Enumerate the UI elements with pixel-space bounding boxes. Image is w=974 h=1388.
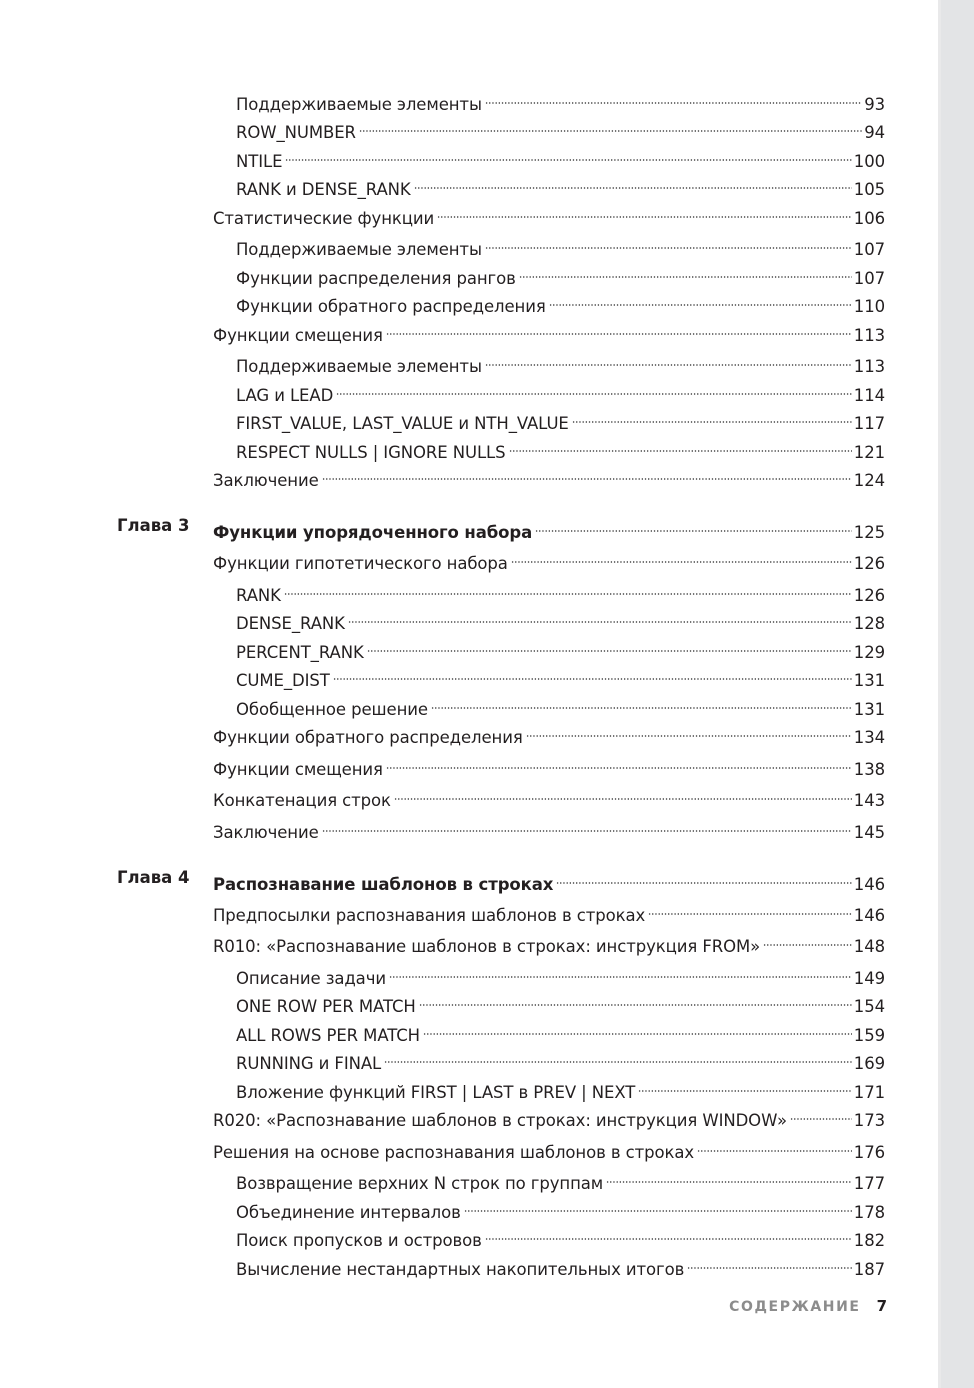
toc-entry-page: 117	[853, 414, 885, 433]
toc-chapter-page: 146	[853, 875, 885, 894]
toc-entry-page: 169	[853, 1054, 885, 1073]
dot-leader	[384, 1045, 852, 1069]
dot-leader	[419, 988, 852, 1012]
dot-leader	[485, 231, 852, 255]
chapter-label: Глава 3	[117, 516, 190, 535]
toc-section[interactable]	[213, 897, 885, 925]
toc-section-page: 134	[853, 728, 885, 747]
page-footer	[729, 1294, 887, 1318]
toc-section[interactable]	[213, 200, 885, 228]
toc-entry-title: RANK и DENSE_RANK	[236, 180, 411, 199]
toc-entry[interactable]	[236, 1045, 885, 1073]
toc-chapter-title: Распознавание шаблонов в строках	[213, 875, 554, 894]
toc-section-page: 106	[853, 209, 885, 228]
toc-entry-page: 159	[853, 1026, 885, 1045]
dot-leader	[509, 434, 852, 458]
dot-leader	[485, 1222, 852, 1246]
toc-section-title: Предпосылки распознавания шаблонов в строках	[213, 906, 646, 925]
toc-entry-title: Объединение интервалов	[236, 1203, 461, 1222]
toc-entry-page: 107	[853, 269, 885, 288]
toc-entry-title: Функции распределения рангов	[236, 269, 516, 288]
dot-leader	[519, 260, 852, 284]
toc-entry[interactable]	[236, 605, 885, 633]
toc-section[interactable]	[213, 462, 885, 490]
toc-section-title: Решения на основе распознавания шаблонов в строках	[213, 1143, 695, 1162]
toc-entry-page: 94	[864, 123, 885, 142]
toc-section[interactable]	[213, 317, 885, 345]
toc-entry-title: RESPECT NULLS | IGNORE NULLS	[236, 443, 506, 462]
toc-entry[interactable]	[236, 348, 885, 376]
toc-entry-title: Вычисление нестандартных накопительных итогов	[236, 1260, 685, 1279]
toc-entry-title: LAG и LEAD	[236, 386, 334, 405]
toc-entry-title: ONE ROW PER MATCH	[236, 997, 416, 1016]
toc-entry[interactable]	[236, 634, 885, 662]
toc-entry-page: 114	[853, 386, 885, 405]
toc-section-page: 124	[853, 471, 885, 490]
toc-chapter[interactable]	[213, 514, 885, 542]
dot-leader	[394, 782, 852, 806]
toc-entry-page: 107	[853, 240, 885, 259]
toc-chapter-page: 125	[853, 523, 885, 542]
toc-entry-page: 110	[853, 297, 885, 316]
dot-leader	[526, 719, 852, 743]
toc-entry-page: 177	[853, 1174, 885, 1193]
toc-entry-title: Описание задачи	[236, 969, 386, 988]
toc-entry-title: Поиск пропусков и островов	[236, 1231, 482, 1250]
dot-leader	[437, 200, 852, 224]
dot-leader	[763, 928, 852, 952]
dot-leader	[648, 897, 852, 921]
toc-entry-page: 149	[853, 969, 885, 988]
toc-chapter-title: Функции упорядоченного набора	[213, 523, 533, 542]
dot-leader	[423, 1017, 852, 1041]
toc-entry-page: 187	[853, 1260, 885, 1279]
dot-leader	[431, 691, 852, 715]
toc-entry-page: 128	[853, 614, 885, 633]
toc-section-page: 113	[853, 326, 885, 345]
toc-entry-page: 182	[853, 1231, 885, 1250]
toc-entry[interactable]	[236, 1017, 885, 1045]
toc-entry-page: 100	[853, 152, 885, 171]
toc-entry-page: 113	[853, 357, 885, 376]
toc-entry-page: 178	[853, 1203, 885, 1222]
dot-leader	[485, 348, 852, 372]
dot-leader	[333, 662, 852, 686]
toc-section-page: 146	[853, 906, 885, 925]
toc-entry-title: PERCENT_RANK	[236, 643, 364, 662]
toc-entry-page: 126	[853, 586, 885, 605]
toc-entry-title: Поддерживаемые элементы	[236, 240, 482, 259]
toc-section-title: Функции смещения	[213, 760, 383, 779]
toc-entry[interactable]	[236, 434, 885, 462]
toc-entry-page: 105	[853, 180, 885, 199]
toc-entry[interactable]	[236, 260, 885, 288]
toc-section-title: Конкатенация строк	[213, 791, 391, 810]
toc-entry-title: NTILE	[236, 152, 283, 171]
dot-leader	[464, 1194, 852, 1218]
toc-entry-title: Поддерживаемые элементы	[236, 357, 482, 376]
toc-entry-title: Обобщенное решение	[236, 700, 428, 719]
dot-leader	[336, 377, 852, 401]
dot-leader	[485, 86, 862, 110]
toc-section[interactable]	[213, 751, 885, 779]
toc-section[interactable]	[213, 1102, 885, 1130]
toc-section[interactable]	[213, 1134, 885, 1162]
toc-section-page: 145	[853, 823, 885, 842]
dot-leader	[284, 577, 852, 601]
toc-entry[interactable]	[236, 960, 885, 988]
toc-entry[interactable]	[236, 691, 885, 719]
toc-entry-title: CUME_DIST	[236, 671, 330, 690]
toc-entry-title: ALL ROWS PER MATCH	[236, 1026, 420, 1045]
toc-entry[interactable]	[236, 662, 885, 690]
dot-leader	[359, 114, 862, 138]
toc-entry-page: 129	[853, 643, 885, 662]
toc-entry[interactable]	[236, 171, 885, 199]
toc-entry[interactable]	[236, 143, 885, 171]
toc-entry[interactable]	[236, 288, 885, 316]
chapter-label: Глава 4	[117, 868, 190, 887]
dot-leader	[790, 1102, 852, 1126]
toc-entry-title: Возвращение верхних N строк по группам	[236, 1174, 604, 1193]
toc-entry[interactable]	[236, 114, 885, 142]
toc-section-page: 143	[853, 791, 885, 810]
dot-leader	[556, 866, 851, 890]
dot-leader	[549, 288, 852, 312]
dot-leader	[414, 171, 852, 195]
toc-entry-title: Поддерживаемые элементы	[236, 95, 482, 114]
toc-section-title: Функции гипотетического набора	[213, 554, 508, 573]
dot-leader	[687, 1251, 852, 1275]
toc-entry-title: FIRST_VALUE, LAST_VALUE и NTH_VALUE	[236, 414, 569, 433]
running-title: СОДЕРЖАНИЕ	[729, 1299, 861, 1315]
dot-leader	[638, 1074, 852, 1098]
toc-entry-page: 131	[853, 700, 885, 719]
toc-entry[interactable]	[236, 1222, 885, 1250]
dot-leader	[348, 605, 852, 629]
dot-leader	[386, 317, 852, 341]
toc-entry[interactable]	[236, 1165, 885, 1193]
toc-entry[interactable]	[236, 405, 885, 433]
toc-section-title: Статистические функции	[213, 209, 435, 228]
toc-section-title: Функции смещения	[213, 326, 383, 345]
dot-leader	[389, 960, 852, 984]
toc-entry-title: ROW_NUMBER	[236, 123, 356, 142]
toc-entry-title: RUNNING и FINAL	[236, 1054, 382, 1073]
toc-entry-page: 131	[853, 671, 885, 690]
toc-chapter[interactable]	[213, 866, 885, 894]
toc-section-page: 138	[853, 760, 885, 779]
toc-section-title: Заключение	[213, 823, 319, 842]
toc-section-page: 148	[853, 937, 885, 956]
dot-leader	[386, 751, 852, 775]
toc-section-title: Функции обратного распределения	[213, 728, 523, 747]
toc-entry[interactable]	[236, 577, 885, 605]
dot-leader	[322, 462, 852, 486]
dot-leader	[606, 1165, 852, 1189]
toc-entry-title: RANK	[236, 586, 281, 605]
toc-entry-title: Вложение функций FIRST | LAST в PREV | NEXT	[236, 1083, 636, 1102]
toc-section[interactable]	[213, 719, 885, 747]
toc-section-page: 176	[853, 1143, 885, 1162]
toc-section[interactable]	[213, 814, 885, 842]
toc-section[interactable]	[213, 545, 885, 573]
toc-entry-title: DENSE_RANK	[236, 614, 345, 633]
toc-entry[interactable]	[236, 988, 885, 1016]
toc-section-page: 173	[853, 1111, 885, 1130]
toc-section[interactable]	[213, 782, 885, 810]
toc-entry-page: 93	[864, 95, 885, 114]
dot-leader	[367, 634, 852, 658]
page-number: 7	[876, 1297, 887, 1315]
toc-section[interactable]	[213, 928, 885, 956]
toc-section-title: Заключение	[213, 471, 319, 490]
dot-leader	[697, 1134, 852, 1158]
dot-leader	[572, 405, 852, 429]
toc-entry[interactable]	[236, 1194, 885, 1222]
dot-leader	[322, 814, 852, 838]
toc-entry[interactable]	[236, 231, 885, 259]
toc-entry-page: 171	[853, 1083, 885, 1102]
dot-leader	[511, 545, 852, 569]
dot-leader	[285, 143, 851, 167]
toc-entry-page: 121	[853, 443, 885, 462]
toc-section-title: R020: «Распознавание шаблонов в строках: инструкция WINDOW»	[213, 1111, 787, 1130]
toc-entry-page: 154	[853, 997, 885, 1016]
toc-section-title: R010: «Распознавание шаблонов в строках: инструкция FROM»	[213, 937, 761, 956]
toc-section-page: 126	[853, 554, 885, 573]
toc-entry[interactable]	[236, 86, 885, 114]
toc-entry[interactable]	[236, 377, 885, 405]
toc-entry[interactable]	[236, 1251, 885, 1279]
toc-entry-title: Функции обратного распределения	[236, 297, 546, 316]
dot-leader	[535, 514, 852, 538]
toc-entry[interactable]	[236, 1074, 885, 1102]
